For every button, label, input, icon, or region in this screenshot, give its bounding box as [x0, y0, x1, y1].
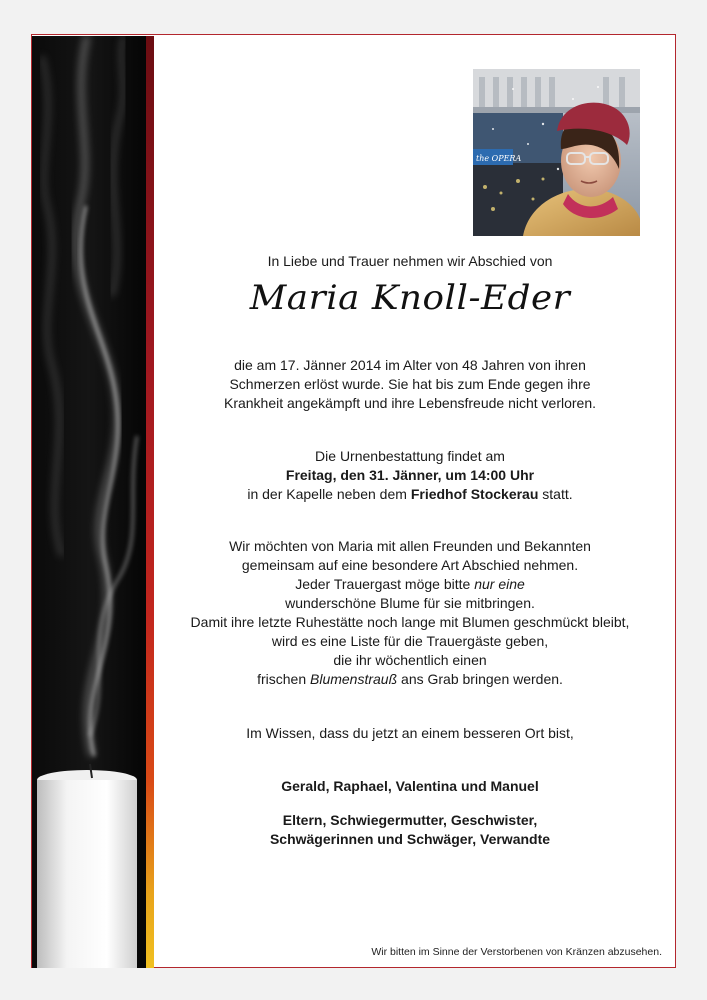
funeral-date: Freitag, den 31. Jänner, um 14:00 Uhr	[285, 467, 535, 483]
family-names	[160, 777, 660, 796]
wish-line-8	[160, 670, 660, 689]
relatives-line-2: Schwägerinnen und Schwäger, Verwandte	[269, 831, 551, 847]
candle-smoke-image	[32, 36, 146, 968]
life-line-3: Krankheit angekämpft und ihre Lebensfreude nicht verloren.	[223, 395, 596, 411]
funeral-location-pre: in der Kapelle neben dem	[247, 486, 411, 502]
wish-line-5: Damit ihre letzte Ruhestätte noch lange mit Blumen geschmückt bleibt,	[190, 614, 630, 630]
wish-line-1: Wir möchten von Maria mit allen Freunden und Bekannten	[229, 538, 591, 554]
wish-line-8-post: ans Grab bringen werden.	[397, 671, 563, 687]
closing-line: Im Wissen, dass du jetzt an einem besseren Ort bist,	[246, 725, 574, 741]
funeral-line-1: Die Urnenbestattung findet am	[315, 448, 505, 464]
intro-line: In Liebe und Trauer nehmen wir Abschied von	[267, 253, 553, 269]
funeral-paragraph	[160, 447, 660, 504]
relatives-block	[160, 811, 660, 849]
wish-line-8-pre: frischen	[257, 671, 310, 687]
wish-line-6: wird es eine Liste für die Trauergäste geben,	[271, 633, 549, 649]
wish-line-4: wunderschöne Blume für sie mitbringen.	[285, 595, 535, 611]
intro-text	[160, 252, 660, 271]
funeral-location-post: statt.	[538, 486, 573, 502]
life-paragraph	[160, 356, 660, 413]
funeral-line-3	[160, 485, 660, 504]
wish-paragraph	[160, 537, 660, 689]
footer-note: Wir bitten im Sinne der Verstorbenen von Kränzen abzusehen.	[371, 946, 662, 958]
color-gradient-stripe	[146, 36, 154, 968]
wish-line-3-emph: nur eine	[474, 576, 525, 592]
wish-line-3-pre: Jeder Trauergast möge bitte	[295, 576, 475, 592]
wish-line-7: die ihr wöchentlich einen	[333, 652, 487, 668]
portrait-photo	[473, 69, 640, 236]
funeral-location: Friedhof Stockerau	[410, 486, 539, 502]
closing-text	[160, 724, 660, 743]
life-line-1: die am 17. Jänner 2014 im Alter von 48 Jahren von ihren	[234, 357, 586, 373]
family-line: Gerald, Raphael, Valentina und Manuel	[281, 778, 539, 794]
photo-sign: the OPERA	[476, 154, 522, 163]
relatives-line-1: Eltern, Schwiegermutter, Geschwister,	[282, 812, 538, 828]
wish-line-2: gemeinsam auf eine besondere Art Abschied nehmen.	[241, 557, 579, 573]
life-line-2: Schmerzen erlöst wurde. Sie hat bis zum Ende gegen ihre	[229, 376, 591, 392]
wish-line-3	[160, 575, 660, 594]
deceased-name: Maria Knoll-Eder	[249, 278, 571, 318]
wish-line-8-emph: Blumenstrauß	[310, 671, 398, 687]
